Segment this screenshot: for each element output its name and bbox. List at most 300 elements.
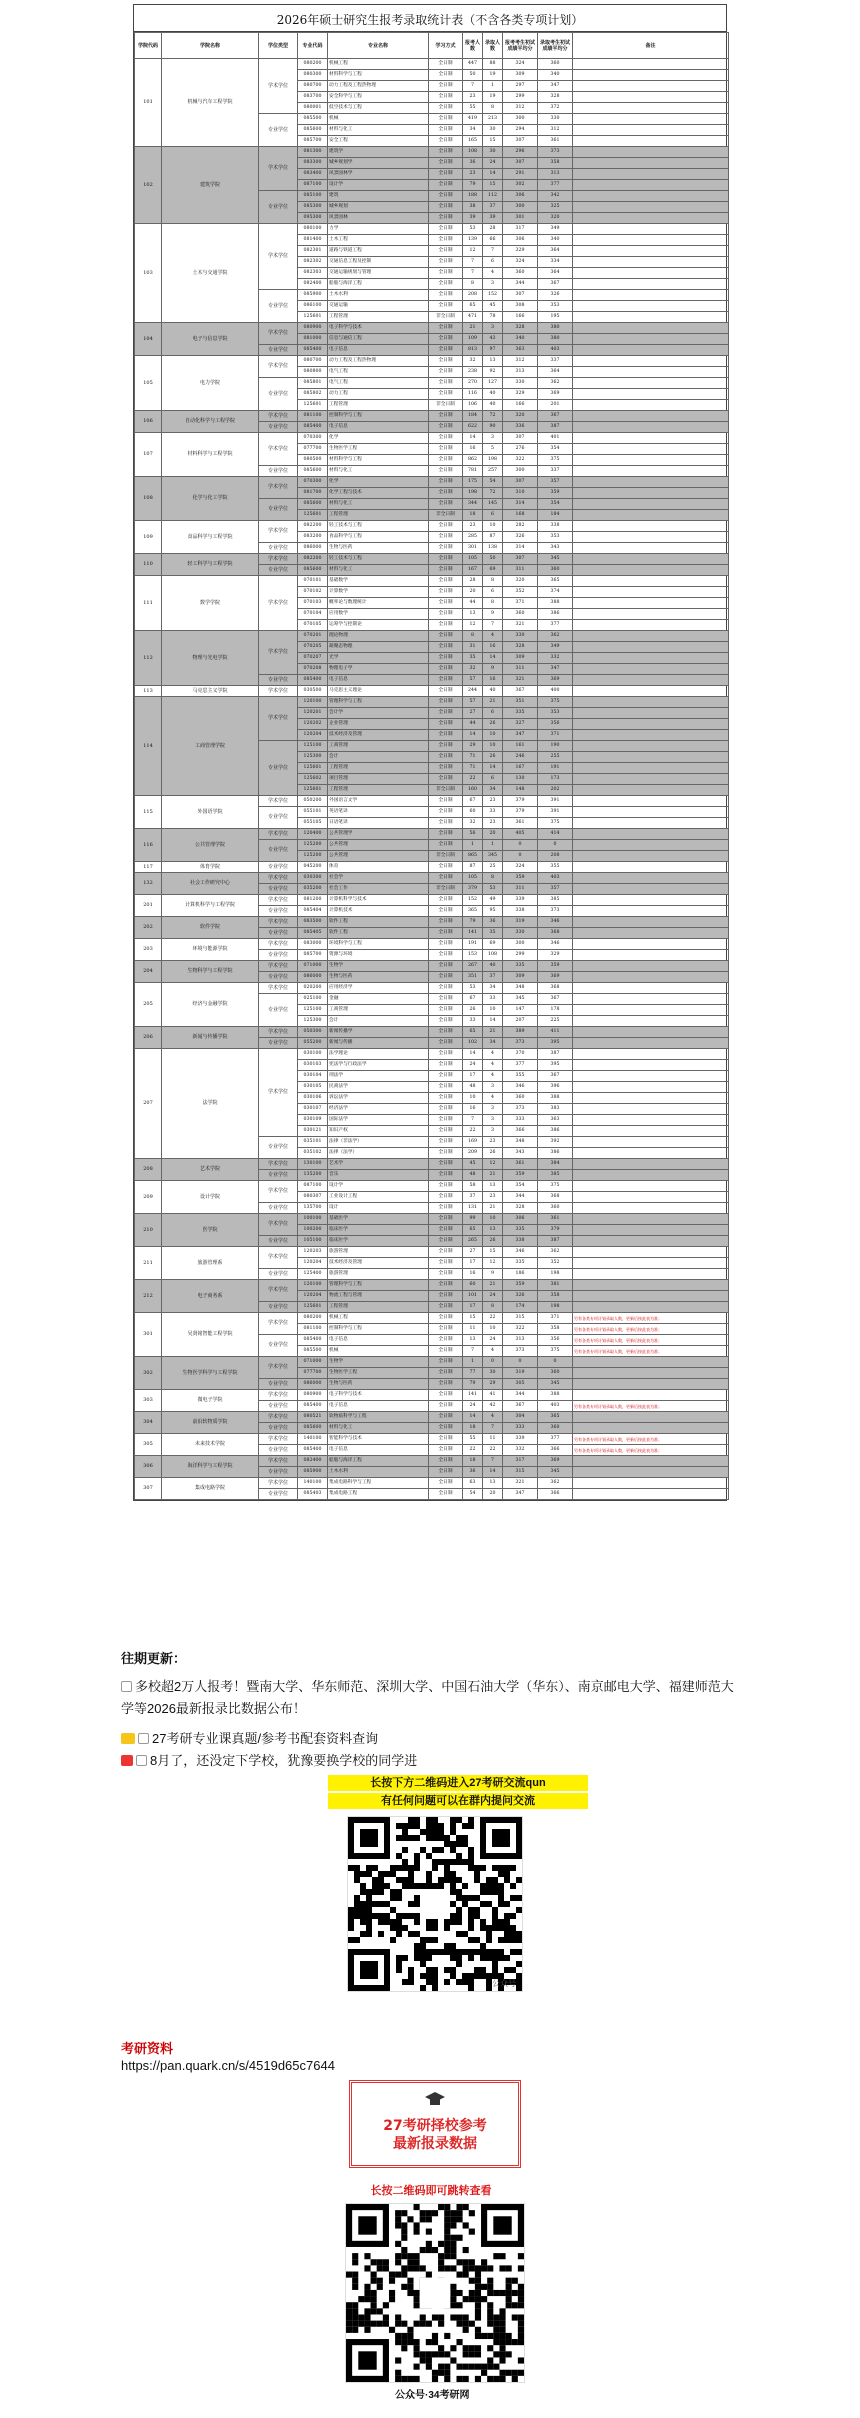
article-link-2-text[interactable]: 27考研专业课真题/参考书配套资料查询: [152, 1731, 379, 1746]
table-cell: 352: [538, 1258, 573, 1269]
table-cell: 085400: [298, 675, 328, 686]
table-cell: 070300: [298, 477, 328, 488]
table-cell: 353: [538, 532, 573, 543]
table-cell: 141: [463, 928, 483, 939]
table-cell: 全日制: [429, 367, 463, 378]
table-cell: [573, 1071, 729, 1082]
header-cell: 报考考生初试成绩平均分: [503, 33, 538, 59]
table-row: [135, 917, 729, 928]
table-cell: 370: [503, 1049, 538, 1060]
table-cell: 403: [538, 1401, 573, 1412]
table-cell: 7: [463, 1115, 483, 1126]
table-cell: [573, 301, 729, 312]
table-cell: 125601: [298, 510, 328, 521]
table-cell: 120100: [298, 697, 328, 708]
table-cell: [573, 81, 729, 92]
table-cell: 14: [483, 1016, 503, 1027]
table-cell: 208: [538, 851, 573, 862]
table-row: [135, 477, 729, 488]
table-cell: 物理与光电学院: [162, 631, 259, 686]
table-cell: 345: [538, 1467, 573, 1478]
table-cell: 300: [503, 466, 538, 477]
table-cell: 411: [538, 1027, 573, 1038]
table-cell: 166: [503, 400, 538, 411]
article-link-3-text[interactable]: 8月了，还没定下学校，犹豫要换学校的同学进: [150, 1753, 418, 1768]
table-cell: 工商管理学院: [162, 697, 259, 796]
table-cell: [573, 642, 729, 653]
table-cell: 71: [463, 752, 483, 763]
table-cell: [573, 895, 729, 906]
table-cell: 125100: [298, 1005, 328, 1016]
table-cell: [573, 1390, 729, 1401]
table-cell: 10: [463, 1093, 483, 1104]
table-cell: [573, 620, 729, 631]
table-cell: 130100: [298, 1159, 328, 1170]
table-cell: 全日制: [429, 719, 463, 730]
table-cell: 全日制: [429, 1379, 463, 1390]
table-cell: 313: [503, 1335, 538, 1346]
table-cell: 24: [463, 1060, 483, 1071]
table-cell: 8: [463, 279, 483, 290]
table-cell: 211: [135, 1247, 162, 1280]
table-cell: 0: [503, 851, 538, 862]
table-cell: 085400: [298, 1401, 328, 1412]
table-cell: 36: [463, 1467, 483, 1478]
table-cell: 23: [483, 796, 503, 807]
table-cell: 20: [483, 829, 503, 840]
table-cell: 工商管理: [328, 741, 429, 752]
table-cell: 166: [503, 312, 538, 323]
article-link-1-text[interactable]: 多校超2万人报考！暨南大学、华东师范、深圳大学、中国石油大学（华东）、南京邮电大学、福建师范大学等2026最新报录比数据公布！: [121, 1679, 734, 1716]
table-cell: [573, 598, 729, 609]
table-cell: 125601: [298, 400, 328, 411]
table-cell: 360: [538, 59, 573, 70]
table-cell: 53: [463, 983, 483, 994]
table-cell: 23: [463, 521, 483, 532]
table-cell: 36: [463, 158, 483, 169]
table-cell: 198: [483, 455, 503, 466]
table-cell: 生物学: [328, 1357, 429, 1368]
table-cell: 354: [503, 1181, 538, 1192]
table-cell: 108: [483, 950, 503, 961]
table-cell: 7: [483, 1456, 503, 1467]
table-cell: 120201: [298, 708, 328, 719]
table-cell: 92: [483, 367, 503, 378]
table-cell: [573, 1159, 729, 1170]
table-cell: [573, 1060, 729, 1071]
table-cell: 363: [538, 1115, 573, 1126]
table-cell: 学术学位: [259, 1412, 298, 1423]
table-cell: 070101: [298, 576, 328, 587]
table-cell: 物理电子学: [328, 664, 429, 675]
table-cell: 313: [503, 367, 538, 378]
table-cell: 360: [503, 1093, 538, 1104]
table-cell: 交通运输规划与管理: [328, 268, 429, 279]
table-cell: 255: [538, 752, 573, 763]
table-cell: 315: [503, 1467, 538, 1478]
table-cell: 385: [538, 1170, 573, 1181]
table-cell: 90: [483, 422, 503, 433]
table-cell: 191: [538, 763, 573, 774]
table-cell: 080900: [298, 323, 328, 334]
table-cell: 332: [503, 1445, 538, 1456]
table-cell: [573, 356, 729, 367]
table-cell: 18: [463, 1423, 483, 1434]
table-cell: 117: [135, 862, 162, 873]
table-cell: 365: [538, 1412, 573, 1423]
table-cell: 337: [538, 466, 573, 477]
table-cell: 329: [503, 389, 538, 400]
table-cell: 086000: [298, 972, 328, 983]
table-cell: [573, 1412, 729, 1423]
table-cell: 13: [483, 1225, 503, 1236]
table-row: [135, 1214, 729, 1225]
table-cell: 17: [463, 1258, 483, 1269]
table-cell: 147: [503, 1005, 538, 1016]
table-cell: 340: [503, 334, 538, 345]
table-cell: 电子信息: [328, 675, 429, 686]
table-cell: 企业管理: [328, 719, 429, 730]
table-cell: 全日制: [429, 620, 463, 631]
table-cell: 45: [463, 1159, 483, 1170]
table-cell: [573, 576, 729, 587]
table-cell: 33: [463, 1016, 483, 1027]
table-cell: 309: [503, 653, 538, 664]
table-cell: 54: [463, 1489, 483, 1500]
table-cell: 379: [463, 884, 483, 895]
table-cell: 公共管理: [328, 840, 429, 851]
table-cell: [573, 235, 729, 246]
table-cell: 257: [483, 466, 503, 477]
table-cell: 建筑学: [328, 147, 429, 158]
table-cell: 314: [503, 543, 538, 554]
table-cell: 354: [538, 499, 573, 510]
table-cell: 生物医学工程: [328, 444, 429, 455]
table-cell: 326: [503, 532, 538, 543]
table-cell: 309: [503, 70, 538, 81]
table-cell: 40: [483, 961, 503, 972]
table-cell: 23: [463, 92, 483, 103]
table-cell: [573, 884, 729, 895]
table-cell: 49: [483, 895, 503, 906]
article-link-2[interactable]: [121, 1728, 741, 1750]
table-cell: 307: [503, 158, 538, 169]
table-cell: 379: [538, 1225, 573, 1236]
table-cell: 动力工程: [328, 389, 429, 400]
table-cell: 生物医学科学与工程学院: [162, 1357, 259, 1390]
table-cell: 72: [483, 411, 503, 422]
table-cell: 电子信息: [328, 422, 429, 433]
table-cell: 28: [463, 576, 483, 587]
table-cell: 362: [538, 378, 573, 389]
table-cell: 21: [463, 323, 483, 334]
table-cell: [573, 70, 729, 81]
table-cell: 全日制: [429, 191, 463, 202]
table-row: [135, 411, 729, 422]
header-cell: 报考人数: [463, 33, 483, 59]
table-cell: 全日制: [429, 422, 463, 433]
table-cell: 327: [503, 719, 538, 730]
header-cell: 录取考生初试成绩平均分: [538, 33, 573, 59]
table-cell: 030107: [298, 1104, 328, 1115]
table-cell: 085600: [298, 1423, 328, 1434]
table-cell: 111: [135, 576, 162, 631]
table-cell: 167: [463, 565, 483, 576]
table-cell: 077700: [298, 1368, 328, 1379]
table-cell: 专业学位: [259, 499, 298, 521]
table-cell: 全日制: [429, 697, 463, 708]
table-cell: 299: [503, 950, 538, 961]
table-cell: 全日制: [429, 576, 463, 587]
table-cell: 电气工程: [328, 367, 429, 378]
table-cell: 经济法学: [328, 1104, 429, 1115]
table-cell: [573, 532, 729, 543]
table-cell: 140100: [298, 1434, 328, 1445]
article-link-1[interactable]: [121, 1676, 741, 1720]
table-cell: 全日制: [429, 202, 463, 213]
qr-code-group-2[interactable]: [345, 2203, 525, 2383]
table-cell: 集成电路学院: [162, 1478, 259, 1500]
table-cell: 全日制: [429, 829, 463, 840]
table-cell: 全日制: [429, 862, 463, 873]
table-cell: 201: [538, 400, 573, 411]
table-cell: 343: [538, 543, 573, 554]
table-row: [135, 1357, 729, 1368]
table-cell: 全日制: [429, 587, 463, 598]
table-cell: 347: [503, 730, 538, 741]
table-cell: 184: [463, 411, 483, 422]
table-cell: 345: [538, 554, 573, 565]
table-cell: 技术经济及管理: [328, 730, 429, 741]
table-cell: 401: [538, 433, 573, 444]
table-cell: 学术学位: [259, 961, 298, 972]
table-cell: 11: [483, 1434, 503, 1445]
table-cell: 282: [503, 521, 538, 532]
table-cell: 25: [483, 862, 503, 873]
table-cell: 205: [135, 983, 162, 1027]
table-cell: 57: [463, 675, 483, 686]
table-cell: 300: [503, 202, 538, 213]
table-cell: 071000: [298, 961, 328, 972]
table-cell: 学术学位: [259, 1357, 298, 1379]
table-cell: 388: [538, 1390, 573, 1401]
table-cell: 270: [463, 378, 483, 389]
table-cell: 081200: [298, 895, 328, 906]
table-cell: [573, 1368, 729, 1379]
table-cell: 366: [538, 1445, 573, 1456]
table-cell: 300: [503, 939, 538, 950]
table-cell: 马克思主义理论: [328, 686, 429, 697]
table-cell: 055105: [298, 818, 328, 829]
table-cell: 085700: [298, 136, 328, 147]
table-cell: [573, 873, 729, 884]
table-cell: 400: [538, 686, 573, 697]
table-cell: 电子科学与技术: [328, 1390, 429, 1401]
table-cell: 8: [483, 576, 503, 587]
table-cell: 电子信息: [328, 1335, 429, 1346]
table-cell: 社会学: [328, 873, 429, 884]
table-cell: 材料科学与工程: [328, 455, 429, 466]
table-cell: [573, 103, 729, 114]
table-cell: 306: [503, 235, 538, 246]
table-cell: [573, 444, 729, 455]
table-cell: 368: [538, 1192, 573, 1203]
table-cell: 307: [503, 477, 538, 488]
table-cell: [573, 686, 729, 697]
table-cell: 373: [503, 1104, 538, 1115]
table-cell: 另有各类专项计划录取人数，更新后按此表为准；: [573, 1324, 729, 1335]
table-cell: 学术学位: [259, 697, 298, 741]
table-cell: 交通运输: [328, 301, 429, 312]
table-cell: 202: [135, 917, 162, 939]
table-cell: 学术学位: [259, 477, 298, 499]
table-cell: 120204: [298, 730, 328, 741]
table-cell: 355: [538, 862, 573, 873]
table-cell: 070205: [298, 642, 328, 653]
table-cell: 346: [538, 939, 573, 950]
table-cell: 21: [483, 697, 503, 708]
table-cell: 公共管理学: [328, 829, 429, 840]
table-cell: 全日制: [429, 939, 463, 950]
table-cell: 18: [463, 1456, 483, 1467]
table-cell: 法律（非法学）: [328, 1137, 429, 1148]
table-cell: 14: [463, 1412, 483, 1423]
table-cell: 全日制: [429, 994, 463, 1005]
table-row: [135, 224, 729, 235]
table-cell: 300: [503, 114, 538, 125]
table-cell: 6: [483, 510, 503, 521]
table-cell: 169: [463, 1137, 483, 1148]
table-cell: 358: [538, 1291, 573, 1302]
table-cell: 276: [503, 444, 538, 455]
resources-url[interactable]: https://pan.quark.cn/s/4519d65c7644: [121, 2058, 335, 2073]
table-cell: 交通信息工程及控制: [328, 257, 429, 268]
table-cell: 食品科学与工程: [328, 532, 429, 543]
table-cell: 344: [503, 279, 538, 290]
table-cell: [573, 1258, 729, 1269]
article-link-3[interactable]: [121, 1750, 741, 1772]
table-cell: 103: [135, 224, 162, 323]
table-cell: 386: [538, 1148, 573, 1159]
table-cell: 法律（法学）: [328, 1148, 429, 1159]
table-cell: 374: [538, 587, 573, 598]
table-cell: 781: [463, 466, 483, 477]
table-cell: 艺术学院: [162, 1159, 259, 1181]
table-cell: [573, 906, 729, 917]
table-cell: 97: [483, 345, 503, 356]
table-cell: [573, 290, 729, 301]
promo-badge[interactable]: [349, 2080, 521, 2168]
table-cell: 53: [463, 224, 483, 235]
table-cell: 14: [463, 433, 483, 444]
table-row: [135, 147, 729, 158]
admission-statistics-table: [133, 4, 727, 1501]
table-cell: 机械: [328, 114, 429, 125]
table-cell: 030300: [298, 873, 328, 884]
table-row: [135, 1027, 729, 1038]
table-cell: 337: [538, 356, 573, 367]
table-cell: 862: [463, 455, 483, 466]
table-cell: [573, 191, 729, 202]
table-cell: 动力工程及工程热物理: [328, 81, 429, 92]
table-cell: 375: [538, 1346, 573, 1357]
table-cell: 资源与环境: [328, 950, 429, 961]
table-cell: 8: [483, 1302, 503, 1313]
table-cell: 软物质科学与工程: [328, 1412, 429, 1423]
table-cell: 全日制: [429, 653, 463, 664]
table-cell: 35: [463, 653, 483, 664]
table-cell: 学术学位: [259, 411, 298, 422]
table-cell: 391: [538, 796, 573, 807]
table-cell: [573, 1423, 729, 1434]
table-cell: 351: [503, 697, 538, 708]
table-cell: 全日制: [429, 70, 463, 81]
table-cell: 140100: [298, 1478, 328, 1489]
table-cell: 全日制: [429, 532, 463, 543]
table-cell: 72: [483, 488, 503, 499]
table-cell: 358: [538, 158, 573, 169]
table-row: [135, 1478, 729, 1489]
table-cell: 360: [503, 268, 538, 279]
table-cell: 14: [483, 169, 503, 180]
table-cell: 405: [503, 829, 538, 840]
table-cell: 369: [538, 389, 573, 400]
table-cell: 建筑: [328, 191, 429, 202]
article-links-2: [121, 1728, 741, 1772]
table-cell: 359: [538, 488, 573, 499]
table-cell: 全日制: [429, 147, 463, 158]
table-cell: 专业学位: [259, 950, 298, 961]
table-cell: 63: [463, 1478, 483, 1489]
table-cell: 085405: [298, 928, 328, 939]
table-cell: 030121: [298, 1126, 328, 1137]
table-row: [135, 939, 729, 950]
table-cell: 132: [135, 873, 162, 895]
table-cell: 314: [503, 499, 538, 510]
table-cell: 另有各类专项计划录取人数，更新后按此表为准；: [573, 1346, 729, 1357]
table-cell: 371: [538, 730, 573, 741]
table-cell: 全日制: [429, 675, 463, 686]
table-cell: 082400: [298, 279, 328, 290]
table-cell: 317: [503, 224, 538, 235]
table-cell: 8: [483, 103, 503, 114]
table-cell: 174: [503, 1302, 538, 1313]
table-cell: 112: [135, 631, 162, 686]
table-cell: 旅游管理: [328, 1247, 429, 1258]
table-cell: 道路与铁道工程: [328, 246, 429, 257]
qr-code-group[interactable]: [347, 1816, 523, 1992]
table-cell: 312: [538, 125, 573, 136]
table-cell: 296: [503, 147, 538, 158]
table-cell: 335: [503, 1225, 538, 1236]
table-cell: 全日制: [429, 1236, 463, 1247]
table-cell: 专业学位: [259, 1203, 298, 1214]
table-cell: 全日制: [429, 246, 463, 257]
table-row: [135, 895, 729, 906]
table-cell: 29: [463, 741, 483, 752]
table-cell: 095300: [298, 213, 328, 224]
table-cell: 8: [463, 631, 483, 642]
table-cell: 14: [463, 730, 483, 741]
table-cell: 208: [135, 1159, 162, 1181]
table-cell: 368: [538, 983, 573, 994]
table-cell: 全日制: [429, 972, 463, 983]
table-cell: [573, 224, 729, 235]
table-cell: [573, 1225, 729, 1236]
table-cell: 080307: [298, 1192, 328, 1203]
table-cell: 175: [463, 477, 483, 488]
table-cell: 71: [463, 763, 483, 774]
